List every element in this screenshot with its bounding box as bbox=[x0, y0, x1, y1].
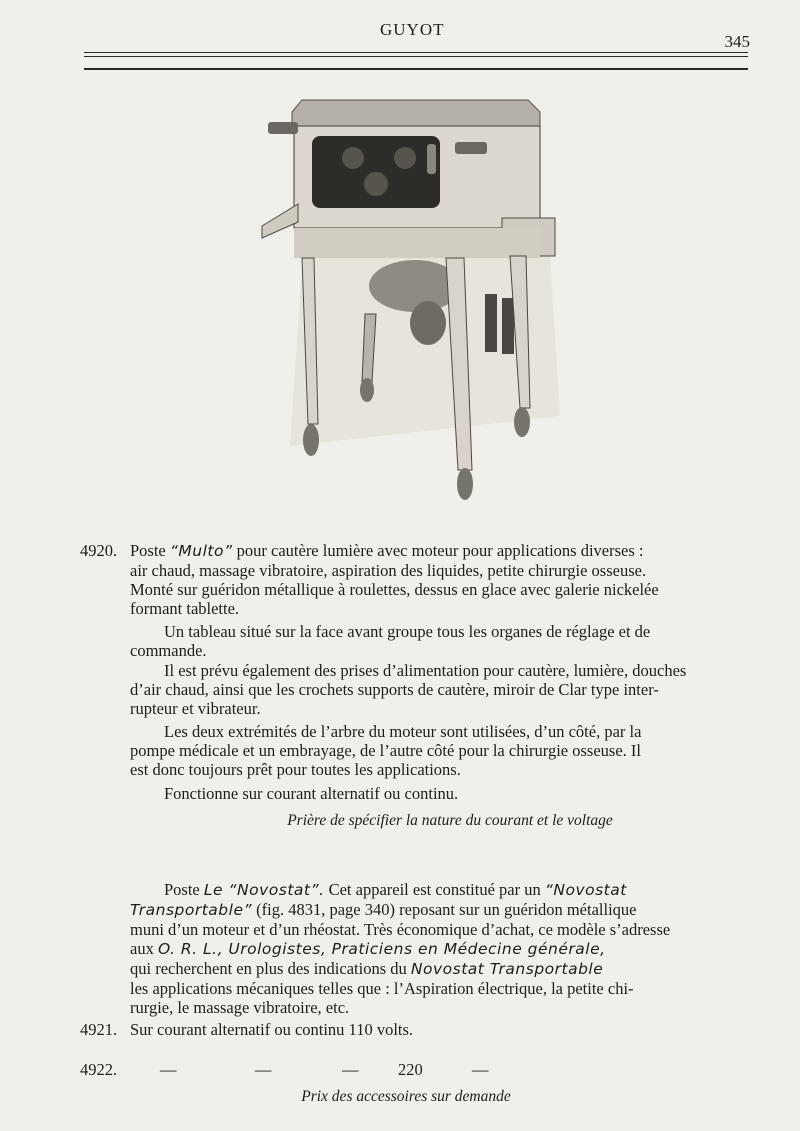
item-description bbox=[130, 541, 755, 618]
paragraph-motor-shaft bbox=[130, 722, 750, 779]
ditto-dash: — bbox=[255, 1060, 272, 1079]
text-line bbox=[130, 959, 750, 979]
paragraph-power-outlets bbox=[130, 661, 750, 718]
header-rule-top bbox=[84, 52, 748, 53]
product-name: “Multo” bbox=[169, 542, 233, 560]
price-value: 220 bbox=[398, 1060, 423, 1079]
text-line: est donc toujours prêt pour toutes les applications. bbox=[130, 760, 461, 779]
header-rule-middle bbox=[84, 56, 748, 57]
item-number: 4922. bbox=[80, 1060, 118, 1079]
page-header-title: GUYOT bbox=[380, 20, 445, 39]
product-name: “Novostat bbox=[544, 881, 627, 899]
accessories-note: Prix des accessoires sur demande bbox=[301, 1088, 511, 1105]
text-line: air chaud, massage vibratoire, aspiration des liquides, petite chirurgie osseuse. bbox=[130, 561, 647, 580]
product-name: Novostat Transportable bbox=[410, 960, 604, 978]
text-line: rupteur et vibrateur. bbox=[130, 699, 261, 718]
item-4920 bbox=[80, 541, 755, 621]
item-number: 4920. bbox=[80, 541, 118, 560]
text-fragment: qui recherchent en plus des indications du bbox=[130, 959, 411, 978]
text-line: d’air chaud, ainsi que les crochets supports de cautère, miroir de Clar type inter- bbox=[130, 680, 659, 699]
text-line bbox=[130, 939, 750, 959]
ditto-dash: — bbox=[472, 1060, 489, 1079]
header-rule-bottom bbox=[84, 68, 748, 70]
text-fragment: Poste bbox=[164, 880, 204, 899]
paragraph-current bbox=[130, 784, 750, 803]
text-line: commande. bbox=[130, 641, 207, 660]
multo-cart-illustration bbox=[250, 86, 570, 506]
text-line: pompe médicale et un embrayage, de l’autre côté pour la chirurgie osseuse. Il bbox=[130, 741, 641, 760]
item-description: Sur courant alternatif ou continu 110 volts. bbox=[130, 1020, 414, 1039]
text-line: les applications mécaniques telles que : l’Aspiration électrique, la petite chi- bbox=[130, 979, 634, 998]
text-line: rurgie, le massage vibratoire, etc. bbox=[130, 998, 350, 1017]
text-line: Il est prévu également des prises d’alimentation pour cautère, lumière, douches bbox=[164, 661, 687, 680]
text-fragment: Poste bbox=[130, 541, 170, 560]
product-name: Le “Novostat”. bbox=[203, 881, 325, 899]
text-line: Un tableau situé sur la face avant groupe tous les organes de réglage et de bbox=[164, 622, 651, 641]
item-number: 4921. bbox=[80, 1020, 118, 1039]
text-line: Les deux extrémités de l’arbre du moteur sont utilisées, d’un côté, par la bbox=[164, 722, 642, 741]
text-fragment: aux bbox=[130, 939, 158, 958]
text-line bbox=[130, 900, 750, 920]
text-line bbox=[130, 541, 755, 561]
text-line: muni d’un moteur et d’un rhéostat. Très économique d’achat, ce modèle s’adresse bbox=[130, 920, 671, 939]
text-fragment: Cet appareil est constitué par un bbox=[324, 880, 545, 899]
text-line: Fonctionne sur courant alternatif ou continu. bbox=[164, 784, 459, 803]
product-name: Transportable” bbox=[130, 901, 253, 919]
ditto-dash: — bbox=[342, 1060, 359, 1079]
text-line: Monté sur guéridon métallique à roulettes, dessus en glace avec galerie nickelée bbox=[130, 580, 659, 599]
text-line: formant tablette. bbox=[130, 599, 240, 618]
item-4921 bbox=[80, 1020, 755, 1040]
text-fragment: (fig. 4831, page 340) reposant sur un guéridon métallique bbox=[252, 900, 637, 919]
paragraph-control-panel bbox=[130, 622, 750, 660]
ditto-dash: — bbox=[160, 1060, 177, 1079]
audience-list: O. R. L., Urologistes, Praticiens en Médecine générale, bbox=[157, 940, 606, 958]
text-line bbox=[130, 880, 750, 900]
voltage-note: Prière de spécifier la nature du courant et le voltage bbox=[287, 812, 613, 829]
novostat-description bbox=[130, 880, 750, 1017]
page-number: 345 bbox=[724, 32, 750, 51]
text-fragment: pour cautère lumière avec moteur pour applications diverses : bbox=[232, 541, 644, 560]
